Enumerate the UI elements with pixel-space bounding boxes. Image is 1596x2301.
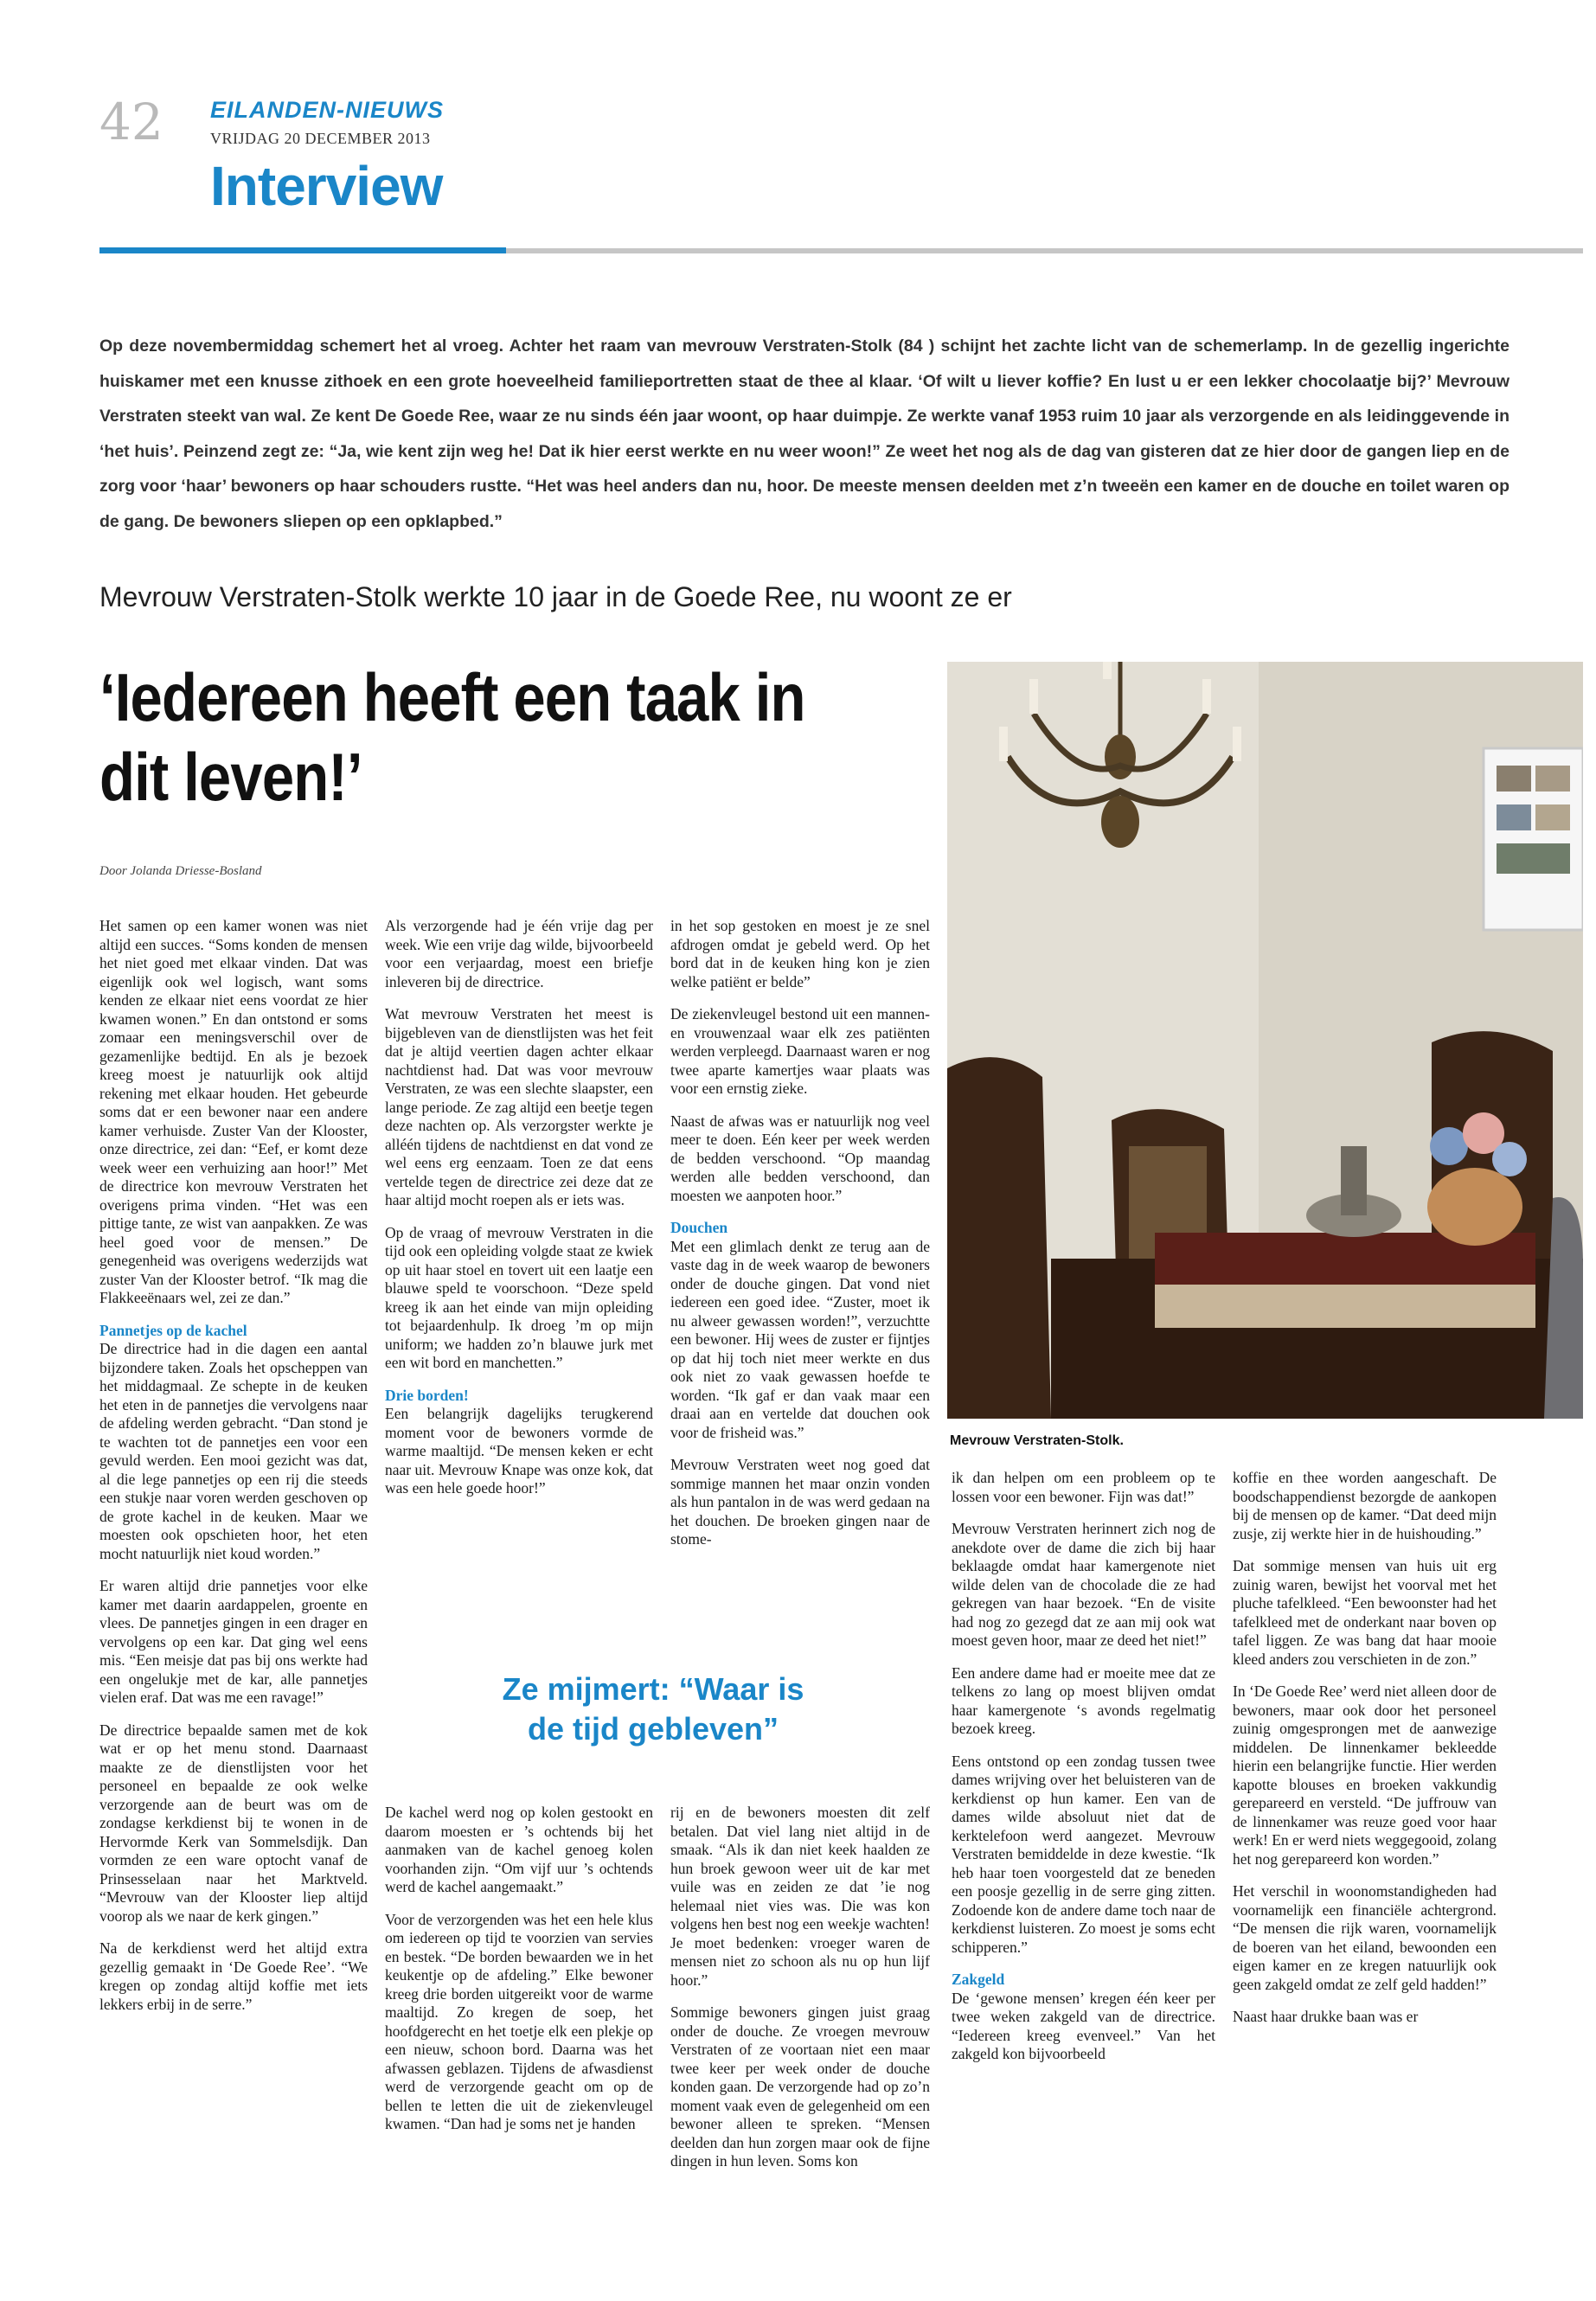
publication-logo: EILANDEN-NIEUWS [210,97,444,123]
subheading: Drie borden! [385,1386,469,1404]
paragraph: Als verzorgende had je één vrije dag per week. Wie een vrije dag wilde, bijvoorbeeld voor een verjaardag, moest een briefje inleveren bij de directrice. [385,917,653,990]
photo-illustration [947,662,1583,1419]
paragraph: De directrice had in die dagen een aantal bijzondere taken. Zoals het opscheppen van het middagmaal. Ze schepte in de keuken het eten in de pannetjes die vervolgens naar de afdeling werden gebracht. “Dan stond je te wachten tot de pannetjes een voor een gevuld werden. Een mooi gezicht was dat, al die lege pannetjes op een rij die steeds een stukje naar voren werden geschoven op de grote kachel in de keuken. Maar we moesten ook opschieten hoor, het eten mocht natuurlijk niet koud worden.” [99,1340,368,1562]
paragraph: De ‘gewone mensen’ kregen één keer per twee weken zakgeld van de directrice. “Iedereen kreeg evenveel.” Van het zakgeld kon bijvoorbeeld [952,1989,1215,2062]
paragraph: Wat mevrouw Verstraten het meest is bijgebleven van de dienstlijsten was het feit dat je altijd veertien dagen achter elkaar nachtdienst had. Dat was voor mevrouw Verstraten, ze was een slechte slaapster, een lange periode. Ze zag altijd een beetje tegen deze nachten op. Als verzorgster werkte je alléén tijdens de nachtdienst en dat vond ze wel eens erg eenzaam. Toen ze dat eens vertelde tegen de directrice zei deze dat ze haar altijd mocht roepen als er iets was. [385,1005,653,1208]
issue-date: VRIJDAG 20 DECEMBER 2013 [210,130,431,147]
intro-paragraph: Op deze novembermiddag schemert het al vroeg. Achter het raam van mevrouw Verstraten-Stolk (84 ) schijnt het zachte licht van de schemerlamp. In de gezellig ingerichte huiskamer met een knusse zithoek en een grote hoeveelheid familieportretten staat de thee al klaar. ‘Of wilt u liever koffie? En lust u er een lekker chocolaatje bij?’ Mevrouw Verstraten steekt van wal. Ze kent De Goede Ree, waar ze nu sinds één jaar woont, op haar duimpje. Ze werkte vanaf 1953 ruim 10 jaar als verzorgende en als leidinggevende in ‘het huis’. Peinzend zegt ze: “Ja, wie kent zijn weg he! Dat ik hier eerst werkte en nu weer woon!” Ze weet het nog als de dag van gisteren dat ze hier door de gangen liep en de zorg voor ‘haar’ bewoners op haar schouders rustte. “Het was heel anders dan nu, hoor. De meeste mensen deelden met z’n tweeën een kamer en de douche en toilet waren op de gang. De bewoners sliepen op een opklapbed.” [99,336,1509,531]
article-column-5 [1233,1469,1497,2041]
paragraph: koffie en thee worden aangeschaft. De boodschappendienst bezorgde de aankopen bij de mensen op de kamer. “Dat deed mijn zusje, zij werkte hier in de huishouding.” [1233,1469,1497,1542]
paragraph: Sommige bewoners gingen juist graag onder de douche. Ze vroegen mevrouw Verstraten of ze voortaan niet een maar twee keer per week onder de douche konden gaan. De verzorgende had op zo’n moment vaak even de gelegenheid om een bewoner alleen te spreken. “Mensen deelden dan hun zorgen maar ook de fijne dingen in hun leven. Soms kon [670,2003,930,2170]
paragraph: Een belangrijk dagelijks terugkerend moment voor de bewoners vormde de warme maaltijd. “De mensen keken er echt naar uit. Mevrouw Knape was onze kok, dat was een hele goede hoor!” [385,1405,653,1497]
paragraph: Het verschil in woonomstandigheden had voornamelijk een financiële achtergrond. “De mensen die rijk waren, voornamelijk de boeren van het eiland, bewoonden een eigen kamer en ze kregen natuurlijk ook geen zakgeld omdat ze zelf geld hadden!” [1233,1882,1497,1993]
paragraph: Mevrouw Verstraten weet nog goed dat sommige mannen het maar onzin vonden als hun pantalon in de was werd gedaan na het douchen. De broeken gingen naar de stome- [670,1456,930,1548]
headline: ‘Iedereen heeft een taak in dit leven!’ [99,659,805,815]
subheading: Pannetjes op de kachel [99,1321,247,1339]
article-column-3-continued [670,1804,930,2185]
paragraph: Op de vraag of mevrouw Verstraten in die tijd ook een opleiding volgde staat ze kwiek op uit haar stoel en tovert uit een laatje een blauwe speld te voorschoon. “Deze speld kreeg ik aan het einde van mijn opleiding tot bejaardenhulp. Ik droeg ’m op mijn uniform; we hadden zo’n blauwe jurk met een wit bord en manchetten.” [385,1223,653,1371]
paragraph: Voor de verzorgenden was het een hele klus om iedereen op tijd te voorzien van servies en bestek. “De borden bewaarden we in het keukentje op de afdeling.” Elke bewoner kreeg drie borden uitgereikt voor de warme maaltijd. Zo kregen de soep, het hoofdgerecht en het toetje elk een plekje op een nieuw, schoon bord. Daarna was het afwassen geblazen. Tijdens de afwasdienst werd de verzorgende geacht om op de bellen te letten die uit de ziekenvleugel kwamen. “Dan had je soms net je handen [385,1910,653,2132]
paragraph: Een andere dame had er moeite mee dat ze telkens zo lang op moest blijven omdat haar kamergenote ‘s avonds regelmatig bezoek kreeg. [952,1663,1215,1737]
paragraph: In ‘De Goede Ree’ werd niet alleen door de bewoners, maar ook door het personeel zuinig omgesprongen met de aanwezige middelen. De linnenkamer bekleedde hierin een belangrijke functie. Hier werden kapotte blouses en broeken vakkundig gerepareerd en versteld. “De juffrouw van de linnenkamer was reuze goed voor haar werk! En er werd niets weggegooid, zolang het nog gerepareerd kon worden.” [1233,1682,1497,1868]
paragraph: Naast haar drukke baan was er [1233,2008,1419,2025]
paragraph: ik dan helpen om een probleem op te lossen voor een bewoner. Fijn was dat!” [952,1469,1215,1505]
paragraph: Mevrouw Verstraten herinnert zich nog de anekdote over de dame die zich bij haar beklaagde omdat haar kamergenote niet wilde delen van de chocolade die ze had gekregen van haar bezoek. “En de visite had nog zo gezegd dat ze aan mij ook wat moest geven hoor, maar ze deed het niet!” [952,1520,1215,1649]
article-column-4 [952,1469,1215,2078]
photo-caption: Mevrouw Verstraten-Stolk. [950,1433,1124,1448]
article-column-3 [670,917,930,1563]
section-rule-accent [99,247,506,253]
kicker: Mevrouw Verstraten-Stolk werkte 10 jaar in de Goede Ree, nu woont ze er [99,581,1012,612]
page-number: 42 [99,93,163,151]
subheading: Douchen [670,1219,728,1236]
pull-quote: Ze mijmert: “Waar is de tijd gebleven” [502,1671,804,1747]
article-column-2 [385,917,653,1512]
paragraph: Met een glimlach denkt ze terug aan de vaste dag in de week waarop de bewoners onder de douche gingen. Dat vond niet iedereen een goed idee. “Zuster, moet ik nu alweer gewassen worden!”, verzuchtte een bewoner. Hij wees de zuster er fijntjes op dat hij toch niet meer werkte en dus ook niet zo vaak gewassen hoefde te worden. “Ik gaf er dan vaak maar een draai aan en vertelde dat douchen ook voor de frisheid was.” [670,1237,930,1441]
paragraph: rij en de bewoners moesten dit zelf betalen. Dat viel lang niet altijd in de smaak. “Als ik dan niet keek haalden ze hun broek gewoon weer uit de kar met vuile was en zeiden ze dat ’ie nog helemaal niet vies was. Die was kon volgens hen best nog een weekje wachten! Je moet bedenken: vroeger waren de mensen niet zo schoon als nu op hun lijf hoor.” [670,1804,930,1989]
byline: Door Jolanda Driesse-Bosland [99,864,262,878]
paragraph: Het samen op een kamer wonen was niet altijd een succes. “Soms konden de mensen het niet goed met elkaar vinden. Dat was eigenlijk ook wel logisch, want soms kenden ze elkaar niet eens voordat ze hier kwamen wonen.” En dan ontstond er soms zomaar een meningsverschil over de gezamenlijke bedtijd. En als je bezoek kreeg moest je natuurlijk ook altijd rekening met elkaar houden. Het gebeurde soms dat er een bewoner naar een andere kamer verhuisde. Zuster Van der Klooster, onze directrice, zei dan: “Eef, er komt deze week weer een verhuizing aan hoor!” Met de directrice kon mevrouw Verstraten het overigens prima vinden. “Het was een pittige tante, ze wist van aanpakken. Ze was heel goed voor de mensen.” De genegenheid was overigens wederzijds wat zuster Van der Klooster betrof. “Ik mag die Flakkeeënaars wel, zei ze dan.” [99,917,368,1306]
section-rule [506,248,1583,253]
section-title: Interview [210,155,443,217]
paragraph: De kachel werd nog op kolen gestookt en daarom moesten er ’s ochtends bij het aanmaken van de kachel genoeg kolen voorhanden zijn. “Om vijf uur ’s ochtends werd de kachel aangemaakt.” [385,1804,653,1895]
article-column-1 [99,917,368,2028]
subheading: Zakgeld [952,1971,1005,1988]
article-column-2-continued [385,1804,653,2148]
paragraph: Dat sommige mensen van huis uit erg zuinig waren, bewijst het voorval met het pluche tafelkleed. “Een bewoonster had het tafelkleed met de onderkant naar boven op tafel liggen. Ze was bang dat haar mooie kleed anders zou verschieten in de zon.” [1233,1557,1497,1668]
paragraph: De directrice bepaalde samen met de kok wat er op het menu stond. Daarnaast maakte ze de dienstlijsten voor het personeel en bepaalde ze ook welke verzorgende aan de beurt was om de zondagse kerkdienst bij te wonen in de Hervormde Kerk van Sommelsdijk. Dan vormden ze een ware optocht vanaf de Prinsesselaan naar het Marktveld. “Mevrouw van der Klooster liep altijd voorop als we naar de kerk gingen.” [99,1721,368,1925]
paragraph: in het sop gestoken en moest je ze snel afdrogen omdat je gebeld werd. Op het bord dat in de keuken hing kon je zien welke patiënt er belde” [670,917,930,990]
paragraph: De ziekenvleugel bestond uit een mannen- en vrouwenzaal waar elk zes patiënten werden verpleegd. Daarnaast waren er nog twee aparte kamertjes waar plaats was voor een ernstig zieke. [670,1005,930,1097]
article-photo [947,662,1583,1419]
paragraph: Naast de afwas was er natuurlijk nog veel meer te doen. Eén keer per week werden de bedden verschoond. “Op maandag werden alle bedden verschoond, dan moesten we aanpoten hoor.” [670,1112,930,1204]
paragraph: Na de kerkdienst werd het altijd extra gezellig gemaakt in ‘De Goede Ree’. “We kregen op zondag altijd koffie met iets lekkers erbij in de serre.” [99,1939,368,2013]
paragraph: Eens ontstond op een zondag tussen twee dames wrijving over het beluisteren van de kerkdienst op hun kamer. Een van de dames wilde absoluut niet dat de kerktelefoon werd aangezet. Mevrouw Verstraten bemiddelde in deze kwestie. “Ik heb haar toen voorgesteld dat ze beneden een poosje gezellig in de serre ging zitten. Zodoende kon de andere dame toch naar de kerkdienst luisteren. Zo moest je soms echt schipperen.” [952,1752,1215,1956]
paragraph: Er waren altijd drie pannetjes voor elke kamer met daarin aardappelen, groente en vlees. De pannetjes gingen in een drager en vervolgens op een kar. Dat ging wel eens mis. “Een meisje dat pas bij ons werkte had een ongelukje met de kar, alle pannetjes vielen eraf. Dat was me een ravage!” [99,1577,368,1706]
